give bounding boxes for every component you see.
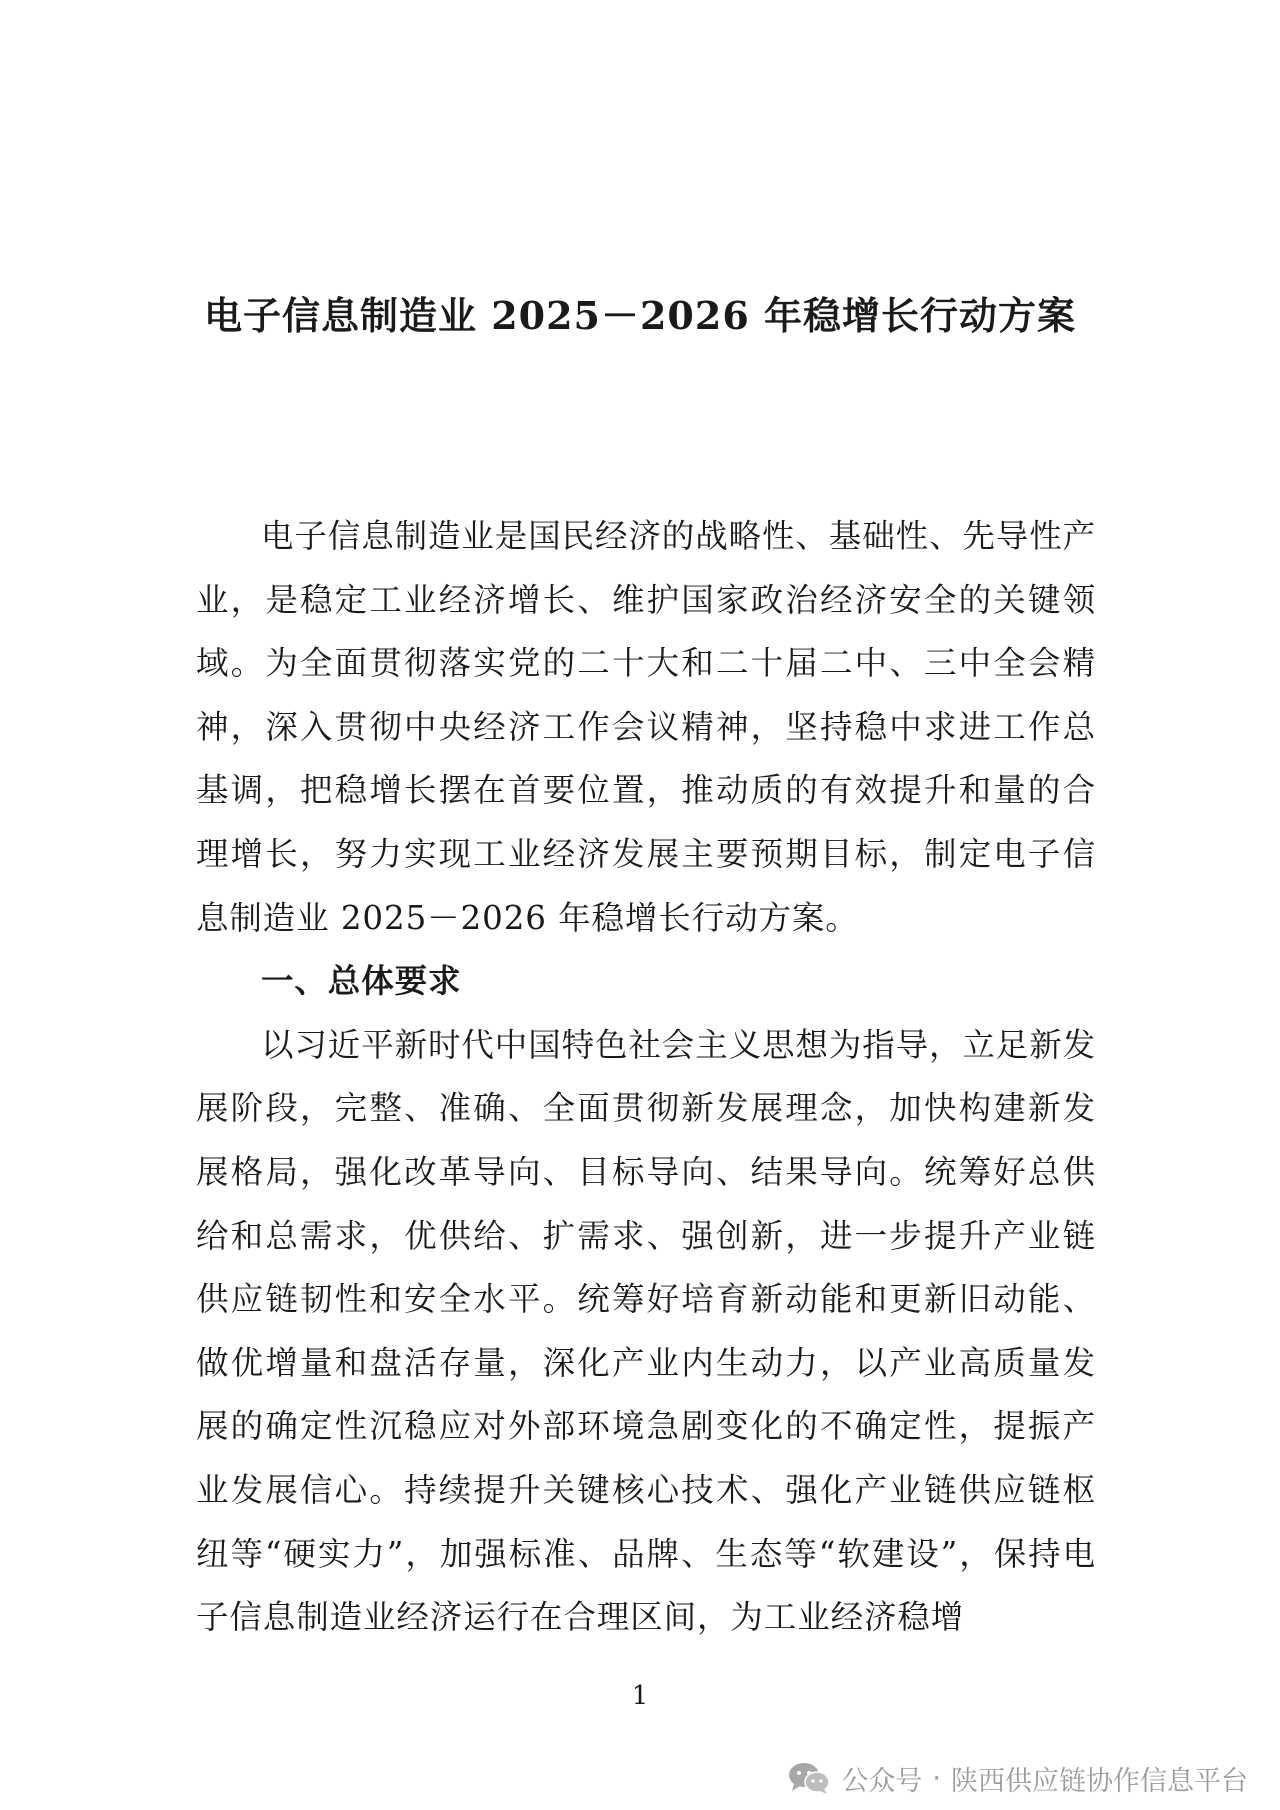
document-body (196, 505, 1096, 1650)
page-number: 1 (631, 1681, 649, 1711)
section-heading: 一、总体要求 (261, 962, 462, 1001)
intro-paragraph: 电子信息制造业是国民经济的战略性、基础性、先导性产业，是稳定工业经济增长、维护国家政治经济安全的关键领域。为全面贯彻落实党的二十大和二十届二中、三中全会精神，深入贯彻中央经济工作会议精神，坚持稳中求进工作总基调，把稳增长摆在首要位置，推动质的有效提升和量的合理增长，努力实现工业经济发展主要预期目标，制定电子信息制造业 2025－2026 年稳增长行动方案。 (196, 517, 1097, 937)
watermark-separator: · (932, 1762, 941, 1794)
watermark-account: 陕西供应链协作信息平台 (951, 1765, 1248, 1797)
wechat-icon (787, 1761, 831, 1795)
section-paragraph: 以习近平新时代中国特色社会主义思想为指导，立足新发展阶段，完整、准确、全面贯彻新发展理念，加快构建新发展格局，强化改革导向、目标导向、结果导向。统筹好总供给和总需求，优供给、扩需求、强创新，进一步提升产业链供应链韧性和安全水平。统筹好培育新动能和更新旧动能、做优增量和盘活存量，深化产业内生动力，以产业高质量发展的确定性沉稳应对外部环境急剧变化的不确定性，提振产业发展信心。持续提升关键核心技术、强化产业链供应链枢纽等“硬实力”，加强标准、品牌、生态等“软建设”，保持电子信息制造业经济运行在合理区间，为工业经济稳增 (196, 1025, 1097, 1637)
watermark-label: 公众号 (841, 1765, 923, 1797)
watermark (787, 1758, 1248, 1798)
document-title: 电子信息制造业 2025－2026 年稳增长行动方案 (204, 293, 1076, 338)
